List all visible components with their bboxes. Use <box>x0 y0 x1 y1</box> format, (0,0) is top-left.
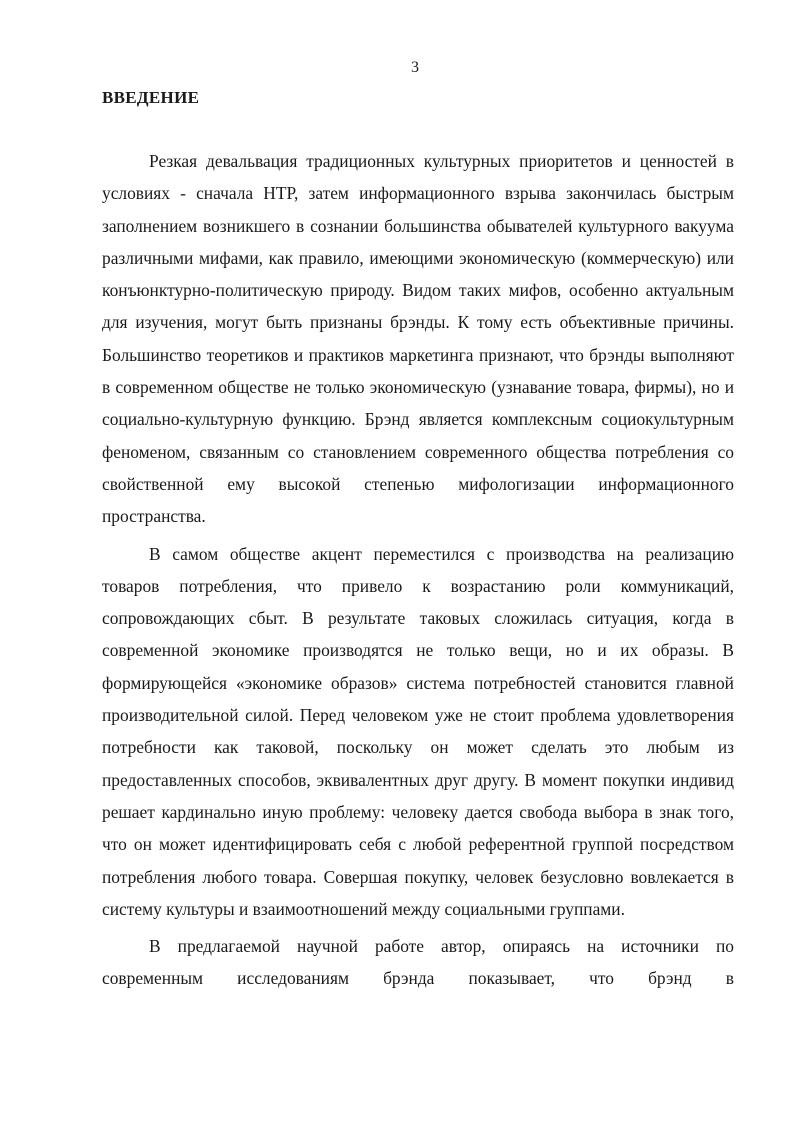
paragraph: В предлагаемой научной работе автор, опираясь на источники по современным исследованиям брэнда показывает, что брэнд в <box>102 936 734 989</box>
paragraph: В самом обществе акцент переместился с производства на реализацию товаров потребления, что привело к возрастанию роли коммуникаций, сопровождающих сбыт. В результате таковых сложилась ситуация, когда в современной экономике производятся не только вещи, но и их образы. В формирующейся «экономике образов» система потребностей становится главной производительной силой. Перед человеком уже не стоит проблема удовлетворения потребности как таковой, поскольку он может сделать это любым из предоставленных способов, эквивалентных друг другу. В момент покупки индивид решает кардинально иную проблему: человеку дается свобода выбора в знак того, что он может идентифицировать себя с любой референтной группой посредством потребления любого товара. Совершая покупку, человек безусловно вовлекается в систему культуры и взаимоотношений между социальными группами. <box>102 543 734 919</box>
page-title: ВВЕДЕНИЕ <box>102 88 200 107</box>
document-body <box>102 145 734 995</box>
paragraph: Резкая девальвация традиционных культурных приоритетов и ценностей в условиях - сначала НТР, затем информационного взрыва закончилась быстрым заполнением возникшего в сознании большинства обывателей культурного вакуума различными мифами, как правило, имеющими экономическую (коммерческую) или конъюнктурно-политическую природу. Видом таких мифов, особенно актуальным для изучения, могут быть признаны брэнды. К тому есть объективные причины. Большинство теоретиков и практиков маркетинга признают, что брэнды выполняют в современном обществе не только экономическую (узнавание товара, фирмы), но и социально-культурную функцию. Брэнд является комплексным социокультурным феноменом, связанным со становлением современного общества потребления со свойственной ему высокой степенью мифологизации информационного пространства. <box>102 151 734 527</box>
page-number: 3 <box>411 59 419 76</box>
